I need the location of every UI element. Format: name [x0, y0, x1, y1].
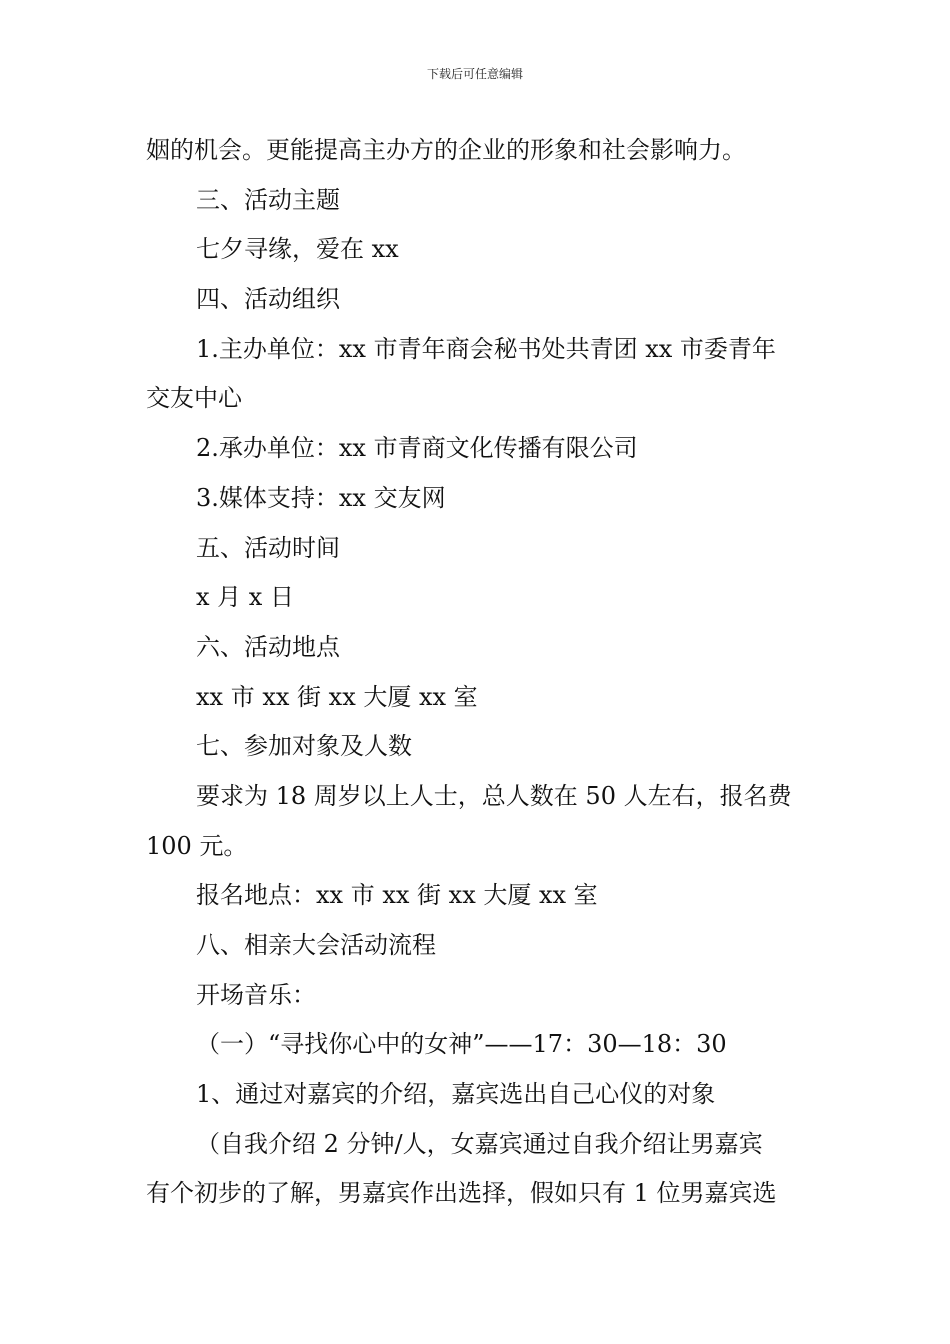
paragraph-line: 姻的机会。更能提高主办方的企业的形象和社会影响力。 [146, 136, 746, 164]
paragraph-line: 五、活动时间 [196, 533, 340, 562]
paragraph-line: 三、活动主题 [196, 185, 340, 214]
paragraph-line: xx 市 xx 街 xx 大厦 xx 室 [196, 682, 478, 711]
paragraph-line: 1.主办单位：xx 市青年商会秘书处共青团 xx 市委青年 [196, 334, 776, 363]
paragraph-line: x 月 x 日 [196, 583, 294, 612]
document-body [146, 126, 810, 1219]
paragraph-line: 3.媒体支持：xx 交友网 [196, 483, 446, 512]
paragraph-line: 1、通过对嘉宾的介绍，嘉宾选出自己心仪的对象 [196, 1080, 716, 1109]
paragraph-line: 100 元。 [146, 831, 248, 860]
paragraph-line: 开场音乐： [196, 980, 316, 1009]
paragraph-line: 四、活动组织 [196, 285, 340, 314]
paragraph-line: 六、活动地点 [196, 632, 340, 661]
paragraph-line: 八、相亲大会活动流程 [196, 931, 436, 959]
paragraph-line: 交友中心 [146, 384, 242, 413]
paragraph-line: 七夕寻缘，爱在 xx [196, 235, 399, 264]
page-header: 下载后可任意编辑 [426, 67, 523, 81]
paragraph-line: （一）“寻找你心中的女神”——17：30—18：30 [196, 1030, 727, 1059]
paragraph-line: （自我介绍 2 分钟/人，女嘉宾通过自我介绍让男嘉宾 [196, 1129, 763, 1158]
paragraph-line: 报名地点：xx 市 xx 街 xx 大厦 xx 室 [196, 881, 598, 910]
paragraph-line: 七、参加对象及人数 [196, 732, 412, 761]
paragraph-line: 有个初步的了解，男嘉宾作出选择，假如只有 1 位男嘉宾选 [146, 1179, 777, 1208]
paragraph-line: 要求为 18 周岁以上人士，总人数在 50 人左右，报名费 [196, 781, 792, 810]
paragraph-line: 2.承办单位：xx 市青商文化传播有限公司 [196, 434, 638, 463]
